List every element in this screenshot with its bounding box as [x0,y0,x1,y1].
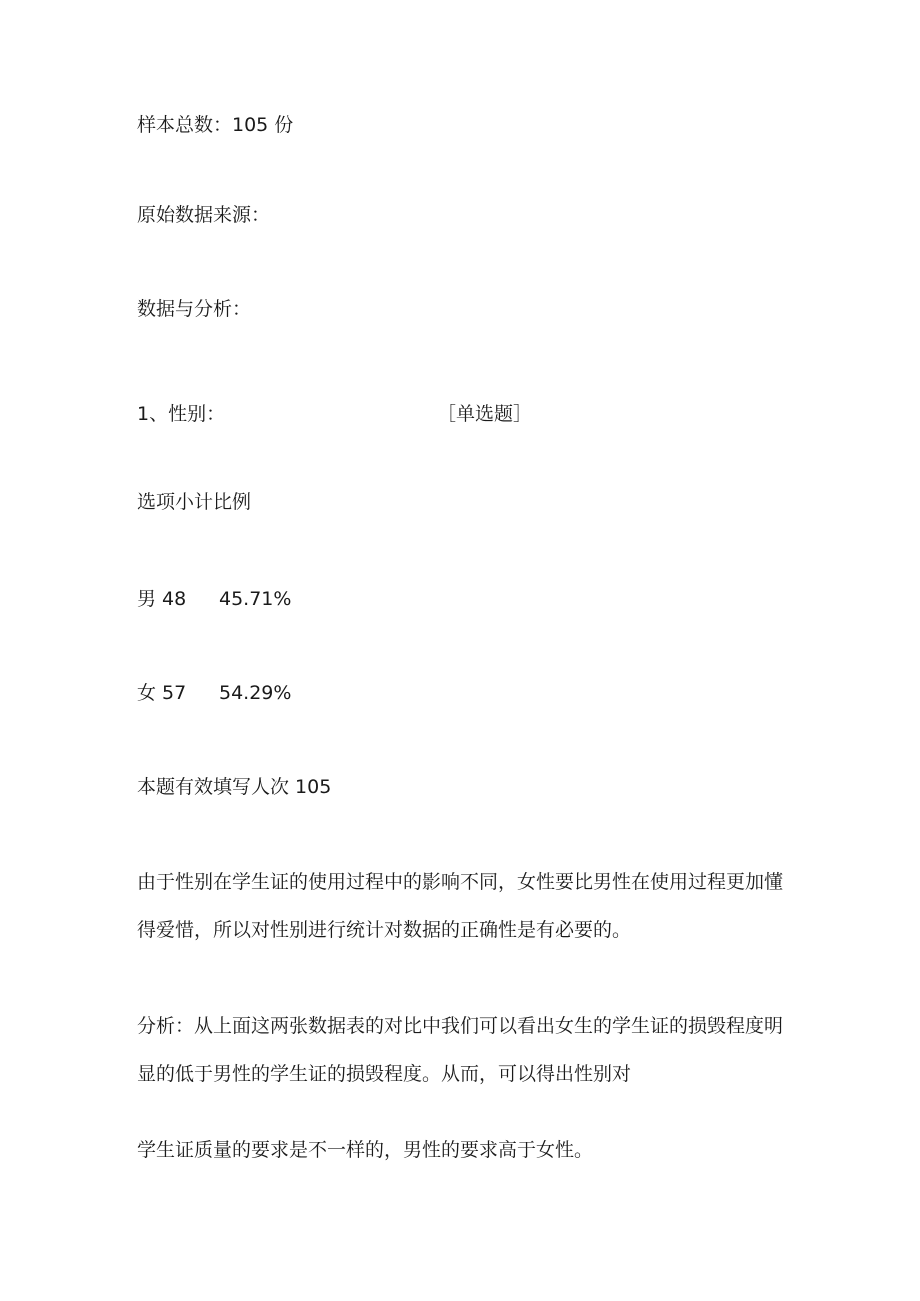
valid-count: 本题有效填写人次 105 [137,776,332,798]
question-title: 1、性别： [137,403,226,425]
table-row [137,590,291,609]
option-percent: 54.29% [219,682,292,704]
question-row [137,405,537,424]
table-row [137,684,291,703]
question-type-tag: ［单选题］ [437,403,533,425]
option-count: 女 57 [137,682,187,704]
analysis-continuation: 学生证质量的要求是不一样的，男性的要求高于女性。 [137,1139,594,1161]
explanation-paragraph: 由于性别在学生证的使用过程中的影响不同，女性要比男性在使用过程更加懂得爱惜，所以对性别进行统计对数据的正确性是有必要的。 [137,871,784,941]
data-source-label: 原始数据来源： [137,204,271,226]
option-count: 男 48 [137,588,187,610]
option-percent: 45.71% [219,588,292,610]
analysis-paragraph: 分析：从上面这两张数据表的对比中我们可以看出女生的学生证的损毁程度明显的低于男性的学生证的损毁程度。从而，可以得出性别对 [137,1015,784,1085]
data-analysis-heading: 数据与分析： [137,298,252,320]
table-header: 选项小计比例 [137,491,252,513]
sample-total: 样本总数：105 份 [137,114,294,136]
